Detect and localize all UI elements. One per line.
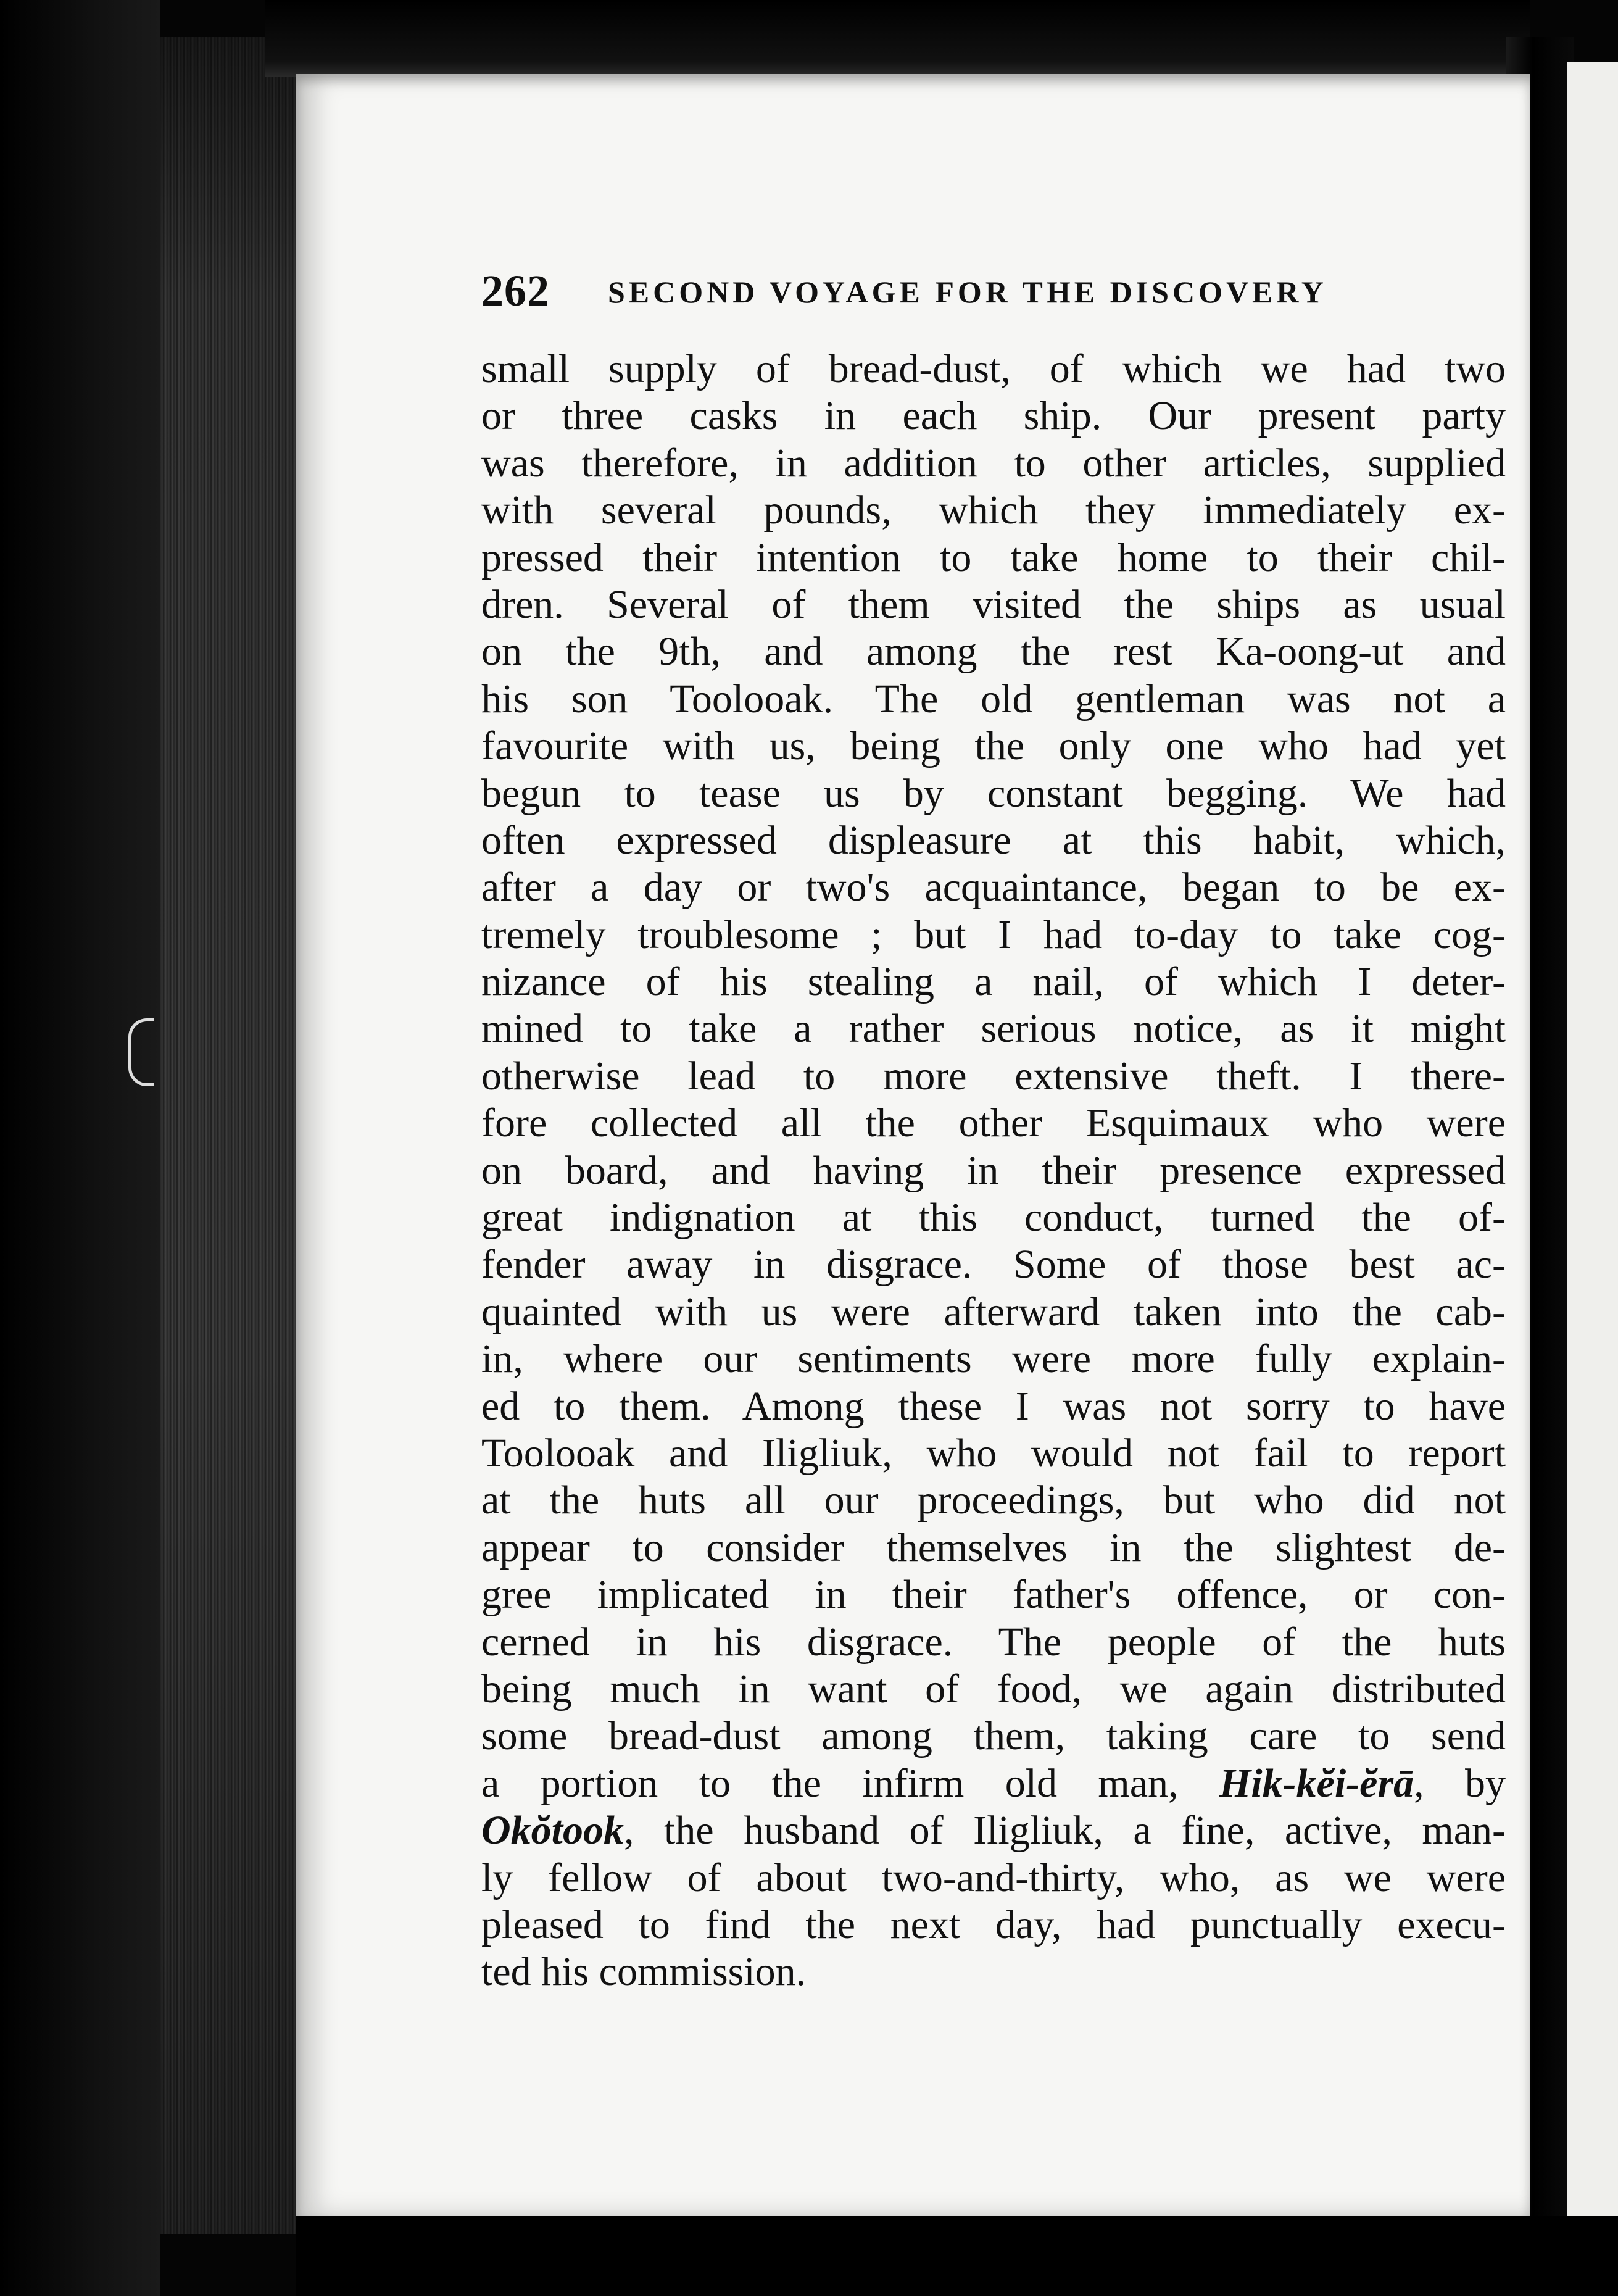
text-line: or three casks in each ship. Our present party	[481, 393, 1506, 439]
text-line-with-name	[481, 1807, 1506, 1854]
text-line: pressed their intention to take home to their chil-	[481, 534, 1506, 580]
binding-mark	[128, 1018, 154, 1086]
text-line: appear to consider themselves in the slightest de-	[481, 1524, 1506, 1570]
text-line: ed to them. Among these I was not sorry to have	[481, 1383, 1506, 1429]
text-line: Toolooak and Iligliuk, who would not fail to report	[481, 1430, 1506, 1476]
text-line: fender away in disgrace. Some of those best ac-	[481, 1242, 1506, 1287]
page-number: 262	[481, 266, 550, 315]
text-line: mined to take a rather serious notice, as it might	[481, 1006, 1506, 1052]
text-line: with several pounds, which they immediately ex-	[481, 488, 1506, 533]
text-line: on the 9th, and among the rest Ka-oong-ut and	[481, 629, 1506, 675]
text-line: some bread-dust among them, taking care to send	[481, 1713, 1506, 1759]
italic-name: Hik-kĕi-ĕrā	[1219, 1760, 1414, 1806]
line-text: a portion to the infirm old man,	[481, 1760, 1219, 1806]
running-title: SECOND VOYAGE FOR THE DISCOVERY	[608, 275, 1327, 309]
text-line: pleased to find the next day, had punctually execu-	[481, 1902, 1506, 1947]
italic-name: Okŏtook	[481, 1808, 624, 1853]
scanner-background	[0, 0, 160, 2296]
text-line: often expressed displeasure at this habit, which,	[481, 817, 1506, 863]
text-line-last: ted his commission.	[481, 1949, 807, 1995]
text-line: after a day or two's acquaintance, began to be ex-	[481, 865, 1506, 910]
text-line: tremely troublesome ; but I had to-day to take cog-	[481, 912, 1506, 957]
running-head	[481, 265, 1506, 327]
text-line: on board, and having in their presence expressed	[481, 1147, 1506, 1193]
text-line: his son Toolooak. The old gentleman was not a	[481, 676, 1506, 722]
text-line: begun to tease us by constant begging. We had	[481, 770, 1506, 816]
text-line: favourite with us, being the only one who had yet	[481, 723, 1506, 769]
text-line: at the huts all our proceedings, but who did not	[481, 1478, 1506, 1523]
text-line: nizance of his stealing a nail, of which I deter-	[481, 959, 1506, 1005]
text-line: cerned in his disgrace. The people of the huts	[481, 1619, 1506, 1665]
text-line: being much in want of food, we again distributed	[481, 1666, 1506, 1712]
text-line: small supply of bread-dust, of which we had two	[481, 346, 1506, 391]
facing-page-edge	[1567, 62, 1618, 2253]
top-shadow	[265, 0, 1530, 77]
text-line: in, where our sentiments were more fully explain-	[481, 1336, 1506, 1382]
bottom-shadow	[296, 2216, 1618, 2296]
body-text	[481, 346, 1506, 1996]
text-line: ly fellow of about two-and-thirty, who, as we were	[481, 1855, 1506, 1900]
text-line-with-name	[481, 1760, 1506, 1807]
page	[296, 74, 1530, 2216]
text-line: quainted with us were afterward taken into the cab-	[481, 1289, 1506, 1334]
text-line: was therefore, in addition to other articles, supplied	[481, 440, 1506, 486]
text-line: fore collected all the other Esquimaux who were	[481, 1100, 1506, 1146]
text-line: otherwise lead to more extensive theft. I there-	[481, 1053, 1506, 1099]
text-line: gree implicated in their father's offence, or con-	[481, 1572, 1506, 1618]
line-text: , by	[1414, 1760, 1506, 1806]
text-line: great indignation at this conduct, turned the of-	[481, 1195, 1506, 1241]
text-line: dren. Several of them visited the ships as usual	[481, 581, 1506, 627]
line-text: , the husband of Iligliuk, a fine, active, man-	[624, 1808, 1506, 1853]
